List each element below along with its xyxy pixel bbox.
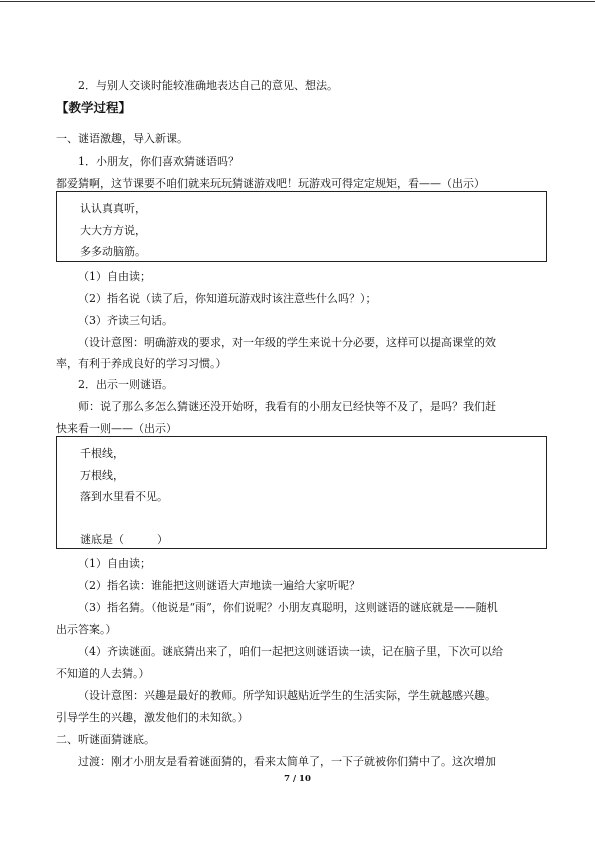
teacher-speech-cont: 快来看一则——（出示） [56,422,177,435]
step-a3: （3）齐读三句话。 [78,314,173,327]
page-number: 7 / 10 [284,774,311,784]
riddle-answer: 谜底是（ ） [80,533,168,546]
design-note-1-cont: 率，有利于养成良好的学习习惯。） [56,357,227,370]
design-note-2: （设计意图：兴趣是最好的教师。所学知识越贴近学生的生活实际，学生就越感兴趣。 [78,689,496,702]
step-a2: （2）指名说（读了后，你知道玩游戏时该注意些什么吗？）； [78,292,377,305]
step-b4-cont: 不知道的人去猜。） [56,667,150,680]
step-b2: （2）指名读：谁能把这则谜语大声地读一遍给大家听呢？ [78,579,360,592]
page-top-rule [0,1,595,2]
transition-text: 过渡：刚才小朋友是看着谜面猜的，看来太简单了，一下子就被你们猜中了。这次增加 [78,755,496,768]
step-a1: （1）自由读； [78,270,151,283]
question-1: 1．小朋友，你们喜欢猜谜语吗？ [78,155,239,168]
objective-2: 2．与别人交谈时能较准确地表达自己的意见、想法。 [78,79,338,92]
riddle-line: 落到水里看不见。 [80,490,168,503]
teacher-speech: 师：说了那么多怎么猜谜还没开始呀，我看有的小朋友已经快等不及了，是吗？我们赶 [78,400,496,413]
riddle-box [56,436,547,549]
rules-line: 多多动脑筋。 [80,245,146,258]
part-1-title: 一、谜语激趣，导入新课。 [56,132,188,145]
step-b1: （1）自由读； [78,557,151,570]
step-b4: （4）齐读谜面。谜底猜出来了，咱们一起把这则谜语读一读，记在脑子里，下次可以给 [78,645,503,658]
section-title: 【教学过程】 [56,100,132,115]
rules-line: 认认真真听， [80,202,146,215]
riddle-line: 千根线， [80,447,124,460]
intro-rules: 都爱猜啊，这节课要不咱们就来玩玩猜谜游戏吧！玩游戏可得定定规矩，看——（出示） [56,177,485,190]
step-b3-cont: 出示答案。） [56,623,117,636]
design-note-2-cont: 引导学生的兴趣，激发他们的未知欲。） [56,711,249,724]
design-note-1: （设计意图：明确游戏的要求，对一年级的学生来说十分必要，这样可以提高课堂的效 [78,336,496,349]
rules-line: 大大方方说， [80,224,146,237]
part-2-title: 二、听谜面猜谜底。 [56,733,155,746]
step-b3: （3）指名猜。（他说是“雨”，你们说呢？小朋友真聪明，这则谜语的谜底就是——随机 [78,601,498,614]
question-2: 2．出示一则谜语。 [78,378,173,391]
riddle-line: 万根线， [80,469,124,482]
rules-box [56,191,547,262]
